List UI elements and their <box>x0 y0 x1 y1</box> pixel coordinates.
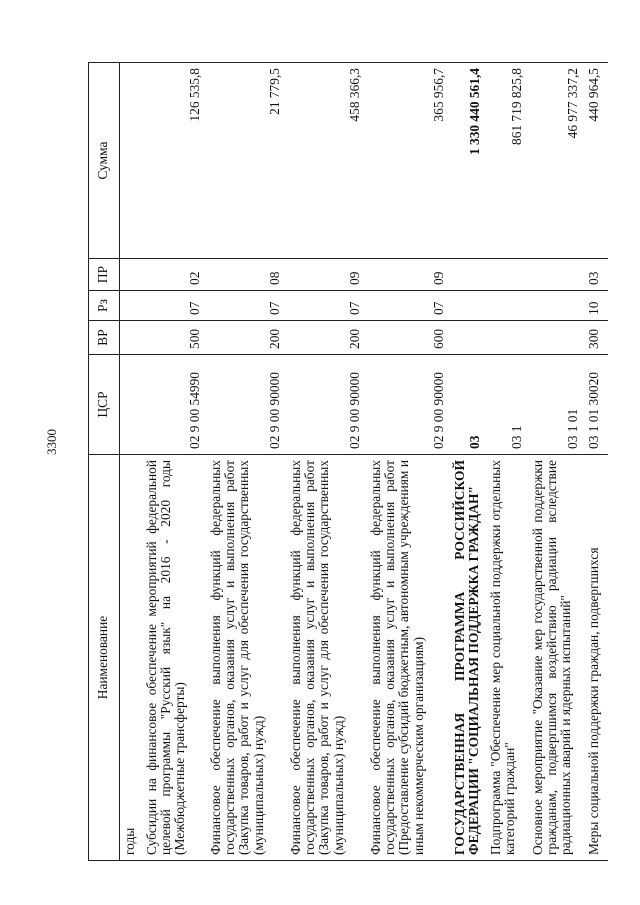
row-pr: 08 <box>206 259 286 291</box>
header-sum: Сумма <box>89 63 120 259</box>
row-csr: 02 9 00 54990 <box>142 355 206 455</box>
row-vr: 200 <box>206 321 286 355</box>
table-header-row <box>89 63 120 861</box>
row-vr: 600 <box>366 321 450 355</box>
row-csr: 03 1 01 <box>528 355 584 455</box>
header-csr: ЦСР <box>89 355 120 455</box>
row-csr: 03 1 01 30020 <box>584 355 608 455</box>
page-number: 3300 <box>44 429 59 455</box>
header-rz: Рз <box>89 291 120 321</box>
row-rz: 07 <box>366 291 450 321</box>
row-name: Основное мероприятие "Оказание мер государственной поддержки гражданам, подвергшимся воздействию радиации вследствие радиационных аварий и ядерных испытаний" <box>528 455 584 861</box>
row-sum: 21 779,5 <box>206 63 286 259</box>
row-vr: 200 <box>286 321 366 355</box>
table-row <box>286 63 366 861</box>
row-pr: 09 <box>366 259 450 291</box>
row-name: Финансовое обеспечение выполнения функций федеральных государственных органов, оказания услуг и выполнения работ (Закупка товаров, работ и услуг для обеспечения государственных (муниципальных) нужд) <box>286 455 366 861</box>
row-csr: 02 9 00 90000 <box>366 355 450 455</box>
budget-table <box>88 62 608 861</box>
row-sum: 126 535,8 <box>142 63 206 259</box>
row-name: Финансовое обеспечение выполнения функций федеральных государственных органов, оказания услуг и выполнения работ (Предоставление субсидий бюджетным, автономным учреждениям и иным некоммерческим организациям) <box>366 455 450 861</box>
continuation-text: годы <box>120 455 142 861</box>
row-sum: 365 956,7 <box>366 63 450 259</box>
header-vr: ВР <box>89 321 120 355</box>
row-vr: 500 <box>142 321 206 355</box>
row-rz: 07 <box>142 291 206 321</box>
row-name: Финансовое обеспечение выполнения функций федеральных государственных органов, оказания услуг и выполнения работ (Закупка товаров, работ и услуг для обеспечения государственных (муниципальных) нужд) <box>206 455 286 861</box>
row-name: Подпрограмма "Обеспечение мер социальной поддержки отдельных категорий граждан" <box>486 455 528 861</box>
row-rz: 07 <box>206 291 286 321</box>
row-sum: 458 366,3 <box>286 63 366 259</box>
row-pr: 03 <box>584 259 608 291</box>
row-name: Субсидии на финансовое обеспечение мероприятий федеральной целевой программы "Русский язык" на 2016 - 2020 годы (Межбюджетные трансферты) <box>142 455 206 861</box>
table-row <box>528 63 584 861</box>
header-pr: ПР <box>89 259 120 291</box>
header-name: Наименование <box>89 455 120 861</box>
row-rz: 10 <box>584 291 608 321</box>
table-row <box>142 63 206 861</box>
table-row <box>584 63 608 861</box>
row-csr: 02 9 00 90000 <box>286 355 366 455</box>
rotated-page-content <box>88 63 610 861</box>
row-csr: 02 9 00 90000 <box>206 355 286 455</box>
row-vr: 300 <box>584 321 608 355</box>
row-name: ГОСУДАРСТВЕННАЯ ПРОГРАММА РОССИЙСКОЙ ФЕДЕРАЦИИ "СОЦИАЛЬНАЯ ПОДДЕРЖКА ГРАЖДАН" <box>450 455 486 861</box>
row-sum: 861 719 825,8 <box>486 63 528 259</box>
row-rz: 07 <box>286 291 366 321</box>
row-sum: 46 977 337,2 <box>528 63 584 259</box>
row-pr: 09 <box>286 259 366 291</box>
row-sum: 1 330 440 561,4 <box>450 63 486 259</box>
table-row <box>486 63 528 861</box>
row-sum: 440 964,5 <box>584 63 608 259</box>
row-csr: 03 <box>450 355 486 455</box>
table-row-continuation <box>120 63 142 861</box>
row-name: Меры социальной поддержки граждан, подвергшихся <box>584 455 608 861</box>
row-csr: 03 1 <box>486 355 528 455</box>
table-row <box>206 63 286 861</box>
row-pr: 02 <box>142 259 206 291</box>
table-row-program <box>450 63 486 861</box>
table-row <box>366 63 450 861</box>
